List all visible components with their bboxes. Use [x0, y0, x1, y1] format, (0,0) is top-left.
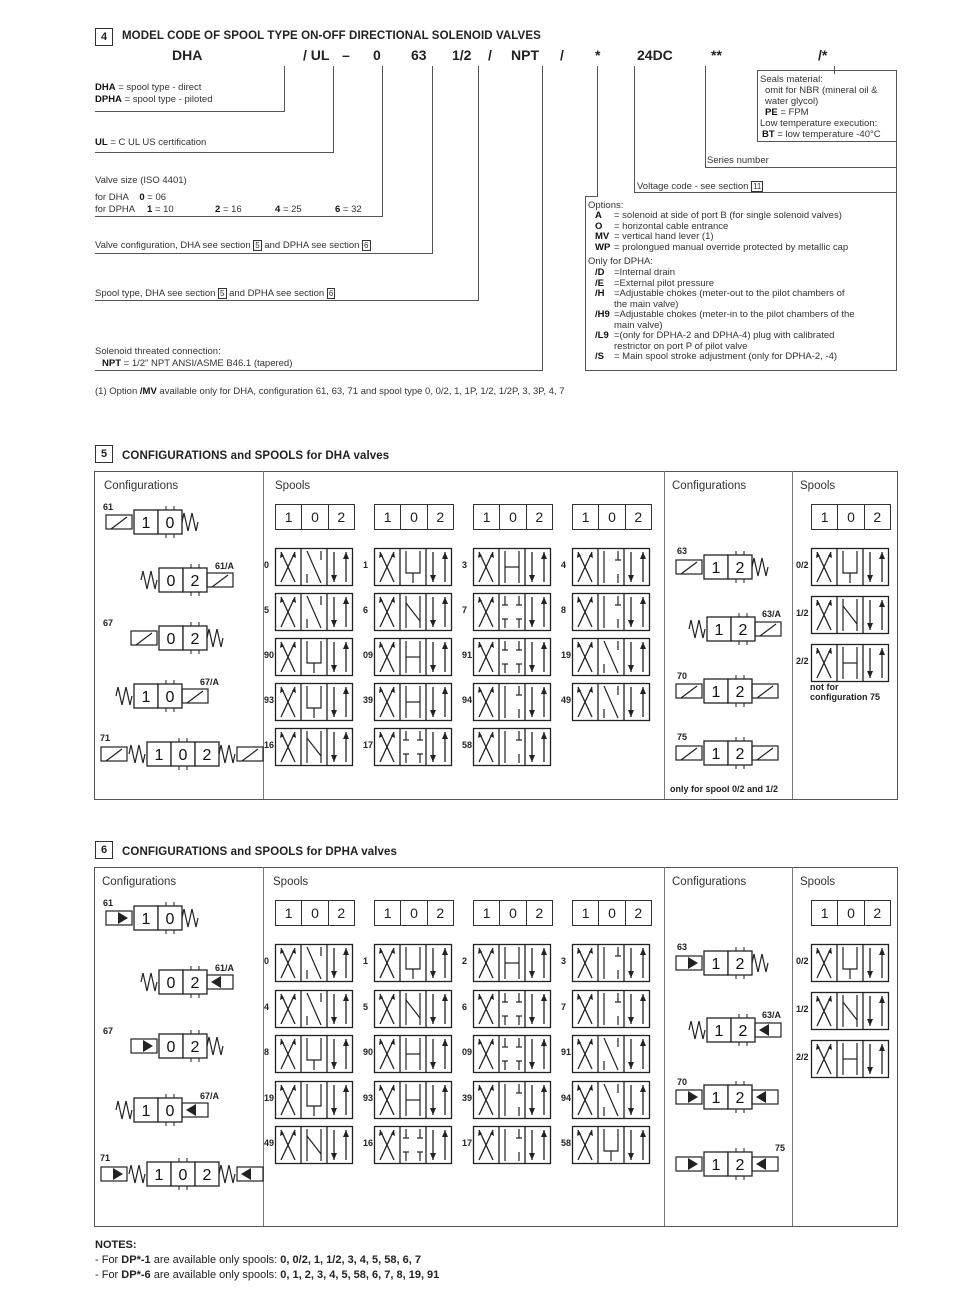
position-number: 1 — [573, 505, 599, 529]
position-number: 0 — [302, 505, 328, 529]
position-number: 1 — [812, 901, 838, 925]
spool-code: 5 — [264, 605, 270, 615]
configuration-code: 75 — [677, 732, 688, 742]
spool-symbol — [374, 1126, 452, 1164]
spool-symbol — [473, 683, 551, 721]
option-key: O — [595, 220, 603, 232]
configuration-code: 67/A — [200, 677, 220, 687]
svg-text:1: 1 — [711, 560, 721, 577]
section-5-number: 5 — [95, 445, 113, 463]
notes-title: NOTES: — [95, 1239, 137, 1251]
spool-code: 09 — [363, 650, 374, 660]
svg-text:0: 0 — [166, 975, 176, 992]
svg-text:1: 1 — [711, 684, 721, 701]
model-code-part: / UL — [303, 47, 330, 63]
svg-text:2: 2 — [735, 1157, 745, 1174]
solenoid-title: Solenoid threated connection: — [95, 346, 221, 357]
spool-symbol — [572, 1081, 650, 1119]
model-code-part: * — [595, 47, 601, 63]
spool-code: 49 — [264, 1138, 275, 1148]
s5-header-spools-right: Spools — [800, 480, 836, 492]
configuration-code: 61/A — [215, 963, 235, 973]
position-number: 1 — [276, 505, 302, 529]
option-text: the main valve) — [614, 298, 679, 310]
configuration-symbol — [688, 1017, 786, 1057]
spool-position-box — [572, 900, 652, 926]
svg-text:1: 1 — [154, 747, 164, 764]
option-text: =Internal drain — [614, 267, 675, 278]
dha-text: = spool type - direct — [118, 82, 202, 93]
voltage-code: Voltage code - see section 11 — [637, 181, 762, 192]
model-code-part: / — [560, 47, 564, 63]
spool-position-box-right — [811, 504, 891, 530]
spool-code: 8 — [264, 1047, 270, 1057]
ul-code: UL — [95, 137, 108, 148]
spool-position-box — [473, 900, 553, 926]
spool-code: 1 — [363, 560, 369, 570]
spool-code: 94 — [462, 695, 473, 705]
spool-symbol — [275, 944, 353, 982]
configuration-symbol — [140, 969, 238, 1009]
spool-code: 8 — [561, 605, 567, 615]
pe-code: PE — [765, 107, 778, 118]
spool-symbol — [374, 638, 452, 676]
svg-text:0: 0 — [178, 1167, 188, 1184]
spool-code: 19 — [561, 650, 572, 660]
spool-position-box — [275, 900, 355, 926]
configuration-code: 63/A — [762, 609, 782, 619]
position-number: 2 — [436, 509, 445, 525]
position-number: 1 — [375, 901, 401, 925]
not-for-note: not for — [810, 682, 839, 692]
spool-code: 1/2 — [796, 608, 809, 618]
spool-position-box-right — [811, 900, 891, 926]
position-number: 1 — [474, 901, 500, 925]
s6-header-spools: Spools — [273, 876, 309, 888]
svg-text:1: 1 — [711, 746, 721, 763]
spool-code: 93 — [264, 695, 275, 705]
option-text: =Adjustable chokes (meter-in to the pilot chambers of the — [614, 309, 855, 320]
svg-text:1: 1 — [714, 1023, 724, 1040]
ul-text: = C UL US certification — [110, 137, 207, 148]
svg-text:2: 2 — [735, 1090, 745, 1107]
svg-text:2: 2 — [738, 622, 748, 639]
spool-code: 2/2 — [796, 656, 809, 666]
option-text: = solenoid at side of port B (for single solenoid valves) — [614, 210, 842, 221]
option-key: MV — [595, 231, 610, 242]
svg-text:0: 0 — [166, 631, 176, 648]
option-key: /D — [595, 267, 605, 278]
spool-code: 5 — [363, 1001, 369, 1012]
position-number: 0 — [401, 901, 427, 925]
svg-text:2: 2 — [735, 560, 745, 577]
configuration-symbol — [675, 1084, 783, 1124]
option-text: =External pilot pressure — [614, 277, 715, 289]
spool-symbol — [572, 1035, 650, 1073]
model-code-part: – — [342, 47, 350, 63]
spool-symbol — [374, 1035, 452, 1073]
model-code-part: DHA — [172, 47, 203, 63]
svg-text:0: 0 — [165, 1103, 175, 1120]
spool-code: 1/2 — [796, 1004, 809, 1014]
spool-symbol — [275, 990, 353, 1028]
configuration-symbol — [115, 1097, 213, 1137]
configuration-symbol — [130, 1033, 228, 1073]
spool-symbol — [275, 1035, 353, 1073]
dpha-code: DPHA — [95, 94, 122, 105]
svg-text:1: 1 — [711, 956, 721, 973]
spool-symbol — [374, 944, 452, 982]
model-code-part: 1/2 — [452, 47, 472, 63]
npt-text: = 1/2" NPT ANSI/ASME B46.1 (tapered) — [123, 358, 293, 369]
spool-symbol — [811, 944, 889, 982]
s5-header-configurations: Configurations — [104, 480, 179, 492]
spool-symbol — [572, 593, 650, 631]
footnote: (1) Option /MV available only for DHA, configuration 61, 63, 71 and spool type 0, 0/2, 1, 1P, 1/2, 1/2P, 3, 3P, 4, 7 — [95, 386, 565, 397]
position-number: 2 — [634, 509, 643, 525]
spool-code: 39 — [363, 695, 374, 705]
s5-header-spools: Spools — [275, 480, 311, 492]
dpha-size-val: = 25 — [282, 204, 302, 215]
low-temp-title: Low temperature execution: — [760, 118, 878, 129]
spool-symbol — [811, 1040, 889, 1078]
position-number: 2 — [337, 905, 346, 921]
only-dpha-title: Only for DPHA: — [588, 256, 653, 267]
spool-code: 4 — [561, 560, 567, 570]
configuration-symbol — [100, 741, 268, 781]
svg-text:1: 1 — [711, 1090, 721, 1107]
dpha-size-val: = 16 — [222, 204, 242, 215]
svg-text:2: 2 — [735, 684, 745, 701]
spool-code: 4 — [264, 1001, 270, 1012]
spool-symbol — [275, 728, 353, 766]
position-number: 0 — [838, 901, 864, 925]
spool-code: 3 — [462, 560, 468, 570]
npt-code: NPT — [102, 358, 121, 369]
svg-text:2: 2 — [735, 746, 745, 763]
bt-code: BT — [762, 129, 775, 140]
pe-text: = FPM — [780, 107, 809, 118]
spool-symbol — [275, 593, 353, 631]
spool-symbol — [473, 990, 551, 1028]
position-number: 2 — [873, 905, 882, 921]
option-text: restrictor on port P of pilot valve — [614, 340, 748, 352]
seals-line1: omit for NBR (mineral oil & — [765, 85, 878, 96]
dha-size-val: = 06 — [147, 192, 167, 203]
for-dha: for DHA — [95, 192, 129, 203]
spool-code: 09 — [462, 1047, 473, 1057]
configuration-symbol — [675, 1151, 783, 1191]
position-number: 0 — [500, 901, 526, 925]
configuration-code: 67 — [103, 618, 114, 628]
note-1: - For DP*-1 are available only spools: 0, 0/2, 1, 1/2, 3, 4, 5, 58, 6, 7 — [95, 1254, 421, 1266]
spool-symbol — [473, 1035, 551, 1073]
dha-code: DHA — [95, 82, 116, 93]
configuration-symbol — [115, 683, 213, 723]
spool-code: 7 — [462, 605, 468, 615]
svg-text:2: 2 — [190, 975, 200, 992]
spool-position-box — [572, 504, 652, 530]
position-number: 1 — [276, 901, 302, 925]
dpha-size-key: 4 — [275, 204, 281, 215]
position-number: 0 — [599, 901, 625, 925]
spool-symbol — [811, 992, 889, 1030]
spool-symbol — [473, 1126, 551, 1164]
svg-text:1: 1 — [141, 911, 151, 928]
spool-code: 19 — [264, 1092, 275, 1103]
seals-line2: water glycol) — [765, 96, 819, 107]
dpha-size-val: = 32 — [342, 204, 362, 215]
configuration-code: 61/A — [215, 561, 235, 571]
spool-symbol — [473, 1081, 551, 1119]
position-number: 1 — [474, 505, 500, 529]
position-number: 0 — [838, 505, 864, 529]
spool-position-box — [374, 900, 454, 926]
configuration-symbol — [105, 905, 203, 945]
model-code-part: /* — [818, 47, 828, 63]
model-code-part: 63 — [411, 47, 427, 63]
option-key: WP — [595, 241, 611, 253]
spool-code: 17 — [462, 1138, 473, 1148]
svg-text:2: 2 — [202, 1167, 212, 1184]
spool-position-box — [473, 504, 553, 530]
svg-text:0: 0 — [178, 747, 188, 764]
configuration-symbol — [688, 616, 786, 656]
configuration-symbol — [675, 740, 783, 780]
spool-symbol — [275, 638, 353, 676]
position-number: 0 — [599, 505, 625, 529]
section-5-title: CONFIGURATIONS and SPOOLS for DHA valves — [122, 450, 390, 462]
svg-text:1: 1 — [154, 1167, 164, 1184]
model-code-part: / — [488, 47, 492, 63]
position-number: 2 — [535, 905, 544, 921]
spool-symbol — [374, 548, 452, 586]
section-4-number: 4 — [95, 28, 113, 46]
option-text: = Main spool stroke adjustment (only for DPHA-2, -4) — [614, 351, 838, 362]
spool-code: 16 — [363, 1138, 374, 1148]
svg-text:0: 0 — [166, 1039, 176, 1056]
svg-text:2: 2 — [190, 573, 200, 590]
section-6-number: 6 — [95, 841, 113, 859]
spool-symbol — [374, 683, 452, 721]
s6-header-configurations: Configurations — [102, 876, 177, 888]
spool-code: 16 — [264, 740, 275, 750]
svg-text:2: 2 — [202, 747, 212, 764]
dha-size: 0 — [139, 192, 145, 203]
model-code-part: 24DC — [637, 47, 673, 63]
spool-symbol — [811, 548, 889, 586]
spool-code: 90 — [363, 1047, 374, 1057]
svg-text:1: 1 — [711, 1157, 721, 1174]
spool-code: 0/2 — [796, 956, 809, 966]
position-number: 2 — [337, 509, 346, 525]
option-key: /E — [595, 277, 604, 289]
configuration-code: 63 — [677, 942, 688, 952]
configuration-code: 63/A — [762, 1010, 782, 1020]
valve-config-note: Valve configuration, DHA see section 5 and DPHA see section 6 — [95, 240, 369, 251]
section-6-title: CONFIGURATIONS and SPOOLS for DPHA valves — [122, 846, 398, 858]
option-key: A — [595, 210, 602, 221]
spool-code: 2/2 — [796, 1052, 809, 1062]
position-number: 1 — [812, 505, 838, 529]
spool-code: 0/2 — [796, 560, 809, 570]
spool-code: 94 — [561, 1092, 572, 1103]
configuration-symbol — [675, 678, 783, 718]
configuration-code: 61 — [103, 502, 114, 512]
position-number: 0 — [302, 901, 328, 925]
spool-code: 93 — [363, 1092, 374, 1103]
spool-symbol — [811, 596, 889, 634]
configuration-code: 70 — [677, 671, 688, 681]
configuration-code: 67 — [103, 1026, 114, 1036]
option-key: /S — [595, 351, 604, 362]
bt-text: = low temperature -40°C — [777, 129, 881, 140]
options-title: Options: — [588, 200, 624, 211]
configuration-symbol — [100, 1161, 268, 1201]
position-number: 0 — [500, 505, 526, 529]
configuration-symbol — [675, 950, 773, 990]
svg-text:1: 1 — [141, 689, 151, 706]
option-key: /L9 — [595, 330, 609, 341]
spool-code: 2 — [462, 956, 468, 966]
configuration-symbol — [140, 567, 238, 607]
option-text: =Adjustable chokes (meter-out to the pilot chambers of — [614, 288, 845, 299]
valve-size-title: Valve size (ISO 4401) — [95, 175, 187, 186]
configuration-code: 67/A — [200, 1091, 220, 1101]
configuration-symbol — [105, 509, 203, 549]
svg-text:2: 2 — [735, 956, 745, 973]
svg-text:0: 0 — [166, 573, 176, 590]
spool-symbol — [811, 644, 889, 682]
spool-code: 49 — [561, 695, 572, 705]
for-dpha: for DPHA — [95, 204, 136, 215]
configuration-code: 71 — [100, 1153, 111, 1163]
svg-text:1: 1 — [141, 1103, 151, 1120]
option-key: /H9 — [595, 309, 610, 320]
svg-text:0: 0 — [165, 689, 175, 706]
configuration-symbol — [675, 554, 773, 594]
svg-text:1: 1 — [141, 515, 151, 532]
option-key: /H — [595, 288, 605, 299]
position-number: 1 — [573, 901, 599, 925]
model-code-part: NPT — [511, 47, 539, 63]
spool-code: 17 — [363, 740, 374, 750]
spool-symbol — [572, 683, 650, 721]
option-text: main valve) — [614, 319, 663, 331]
option-text: =(only for DPHA-2 and DPHA-4) plug with calibrated — [614, 330, 835, 341]
dpha-size-key: 2 — [215, 204, 221, 215]
spool-symbol — [275, 1126, 353, 1164]
svg-text:0: 0 — [165, 515, 175, 532]
spool-code: 6 — [462, 1001, 468, 1012]
svg-text:2: 2 — [190, 631, 200, 648]
option-text: = horizontal cable entrance — [614, 220, 729, 232]
series-number: Series number — [707, 155, 769, 166]
spool-code: 3 — [561, 956, 567, 966]
spool-code: 58 — [561, 1138, 572, 1148]
option-text: = prolongued manual override protected by metallic cap — [614, 241, 849, 253]
spool-symbol — [572, 944, 650, 982]
section-4-title: MODEL CODE OF SPOOL TYPE ON-OFF DIRECTIONAL SOLENOID VALVES — [122, 30, 541, 42]
svg-text:0: 0 — [165, 911, 175, 928]
configuration-code: 75 — [775, 1143, 786, 1153]
position-number: 2 — [436, 905, 445, 921]
spool-code: 0 — [264, 956, 270, 966]
spool-symbol — [572, 548, 650, 586]
spool-symbol — [275, 548, 353, 586]
dpha-size-key: 6 — [335, 204, 341, 215]
model-code-part: ** — [711, 47, 722, 63]
spool-symbol — [374, 990, 452, 1028]
spool-code: 1 — [363, 956, 369, 966]
spool-code: 6 — [363, 605, 369, 615]
spool-position-box — [275, 504, 355, 530]
spool-symbol — [572, 1126, 650, 1164]
s6-header-configurations-right: Configurations — [672, 876, 747, 888]
model-code-part: 0 — [373, 47, 381, 63]
spool-code: 7 — [561, 1001, 567, 1012]
spool-code: 58 — [462, 740, 473, 750]
configuration-code: 61 — [103, 898, 114, 908]
dpha-size-key: 1 — [147, 204, 153, 215]
option-text: = vertical hand lever (1) — [614, 231, 714, 242]
svg-text:1: 1 — [714, 622, 724, 639]
spool-symbol — [473, 944, 551, 982]
spool-symbol — [473, 548, 551, 586]
spool-code: 90 — [264, 650, 275, 660]
note-2: - For DP*-6 are available only spools: 0, 1, 2, 3, 4, 5, 58, 6, 7, 8, 19, 91 — [95, 1269, 440, 1281]
svg-text:2: 2 — [738, 1023, 748, 1040]
dpha-size-val: = 10 — [154, 204, 174, 215]
spool-symbol — [374, 593, 452, 631]
s5-header-configurations-right: Configurations — [672, 480, 747, 492]
position-number: 2 — [873, 509, 882, 525]
spool-code: 0 — [264, 560, 270, 570]
seals-title: Seals material: — [760, 74, 823, 85]
only-for-note: only for spool 0/2 and 1/2 — [670, 784, 779, 794]
spool-type-note: Spool type, DHA see section 5 and DPHA see section 6 — [95, 288, 334, 299]
spool-code: 91 — [462, 650, 473, 660]
s6-header-spools-right: Spools — [800, 876, 836, 888]
configuration-code: 71 — [100, 733, 111, 743]
spool-symbol — [374, 1081, 452, 1119]
spool-symbol — [473, 728, 551, 766]
position-number: 2 — [634, 905, 643, 921]
spool-symbol — [473, 593, 551, 631]
svg-text:2: 2 — [190, 1039, 200, 1056]
configuration-code: 70 — [677, 1077, 688, 1087]
spool-symbol — [374, 728, 452, 766]
position-number: 0 — [401, 505, 427, 529]
configuration-code: 63 — [677, 546, 688, 556]
spool-symbol — [572, 638, 650, 676]
dpha-text: = spool type - piloted — [124, 94, 213, 105]
spool-symbol — [275, 683, 353, 721]
spool-code: 91 — [561, 1047, 572, 1057]
not-for-note-2: configuration 75 — [810, 692, 881, 702]
spool-position-box — [374, 504, 454, 530]
spool-code: 39 — [462, 1092, 473, 1103]
configuration-symbol — [130, 625, 228, 665]
position-number: 2 — [535, 509, 544, 525]
position-number: 1 — [375, 505, 401, 529]
spool-symbol — [275, 1081, 353, 1119]
spool-symbol — [473, 638, 551, 676]
spool-symbol — [572, 990, 650, 1028]
